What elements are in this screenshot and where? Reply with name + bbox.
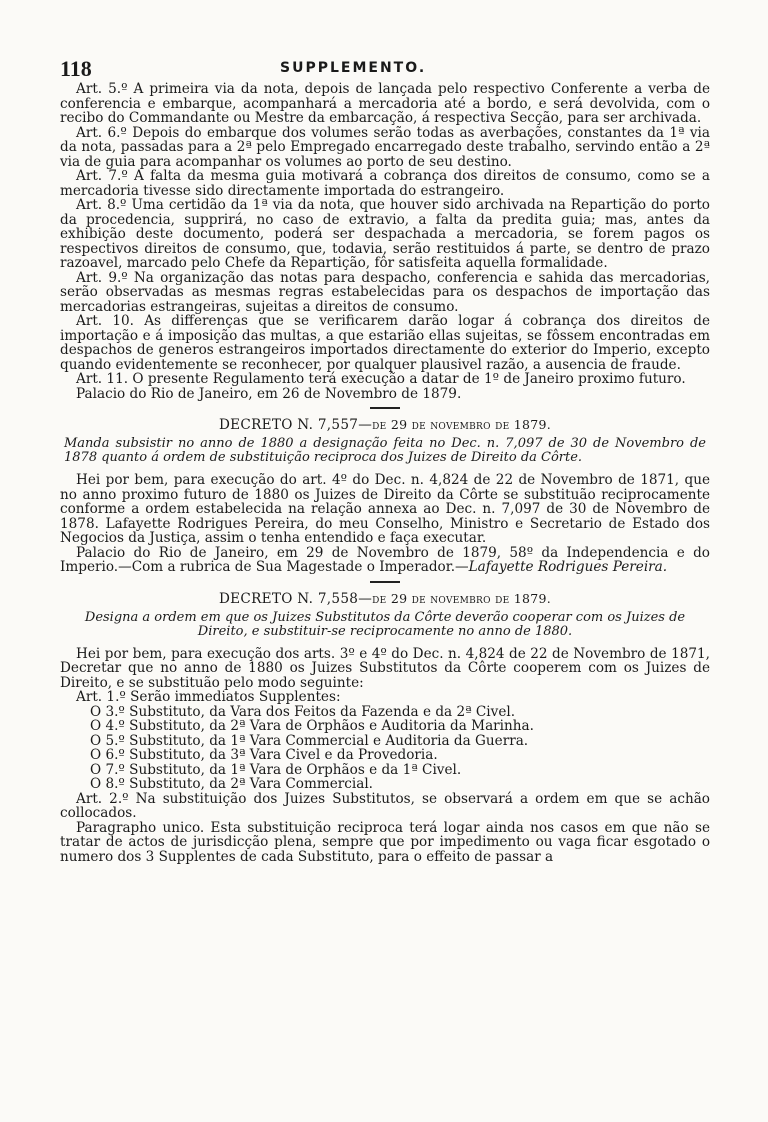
decree-body: Hei por bem, para execução dos arts. 3º e 4º do Dec. n. 4,824 de 22 de Novembro de 1871, Decretar que no anno de 1880 os Juizes Substitutos da Côrte cooperem com os Juizes de Direito, e se substituão pelo modo seguinte: [60,645,710,691]
decree-number: DECRETO N. 7,557— [218,417,373,433]
article-9 [60,271,710,315]
list-item: O 6.º Substituto, da 3ª Vara Civel e da Provedoria. [90,747,438,763]
article-label: Art. 9.º [76,269,128,286]
decree-body: Hei por bem, para execução do art. 4º do Dec. n. 4,824 de 22 de Novembro de 1871, que no anno proximo futuro de 1880 os Juizes de Direito da Côrte se substituão reciprocamente conforme a ordem estabelecida na relação annexa ao Dec. n. 7,097 de 30 de Novembro de 1878. Lafayette Rodrigues Pereira, do meu Conselho, Ministro e Secretario de Estado dos Negocios da Justiça, assim o tenha entendido e faça executar. [60,472,710,546]
article-text: A falta da mesma guia motivará a cobrança dos direitos de consumo, como se a mercadoria tivesse sido directamente importada do estrangeiro. [60,168,710,199]
list-item: O 8.º Substituto, da 2ª Vara Commercial. [90,776,374,792]
section-divider [370,581,400,583]
article-label: Art. 5.º [76,81,128,97]
decree-title-7558 [60,591,710,607]
decree-closing [60,546,710,575]
list-item: O 5.º Substituto, da 1ª Vara Commercial e Auditoria da Guerra. [90,732,529,749]
decree-summary: Designa a ordem em que os Juizes Substitutos da Côrte deverão cooperar com os Juizes de Direito, e substituir-se reciprocamente no anno de 1880. [84,609,686,639]
article-text: Uma certidão da 1ª via da nota, que houver sido archivada na Repartição do porto da procedencia, supprirá, no caso de extravio, a falta da predita guia; mas, antes da exhibição deste documento, poderá ser despachada a mercadoria, se forem pagos os respectivos direitos de consumo, que, todavia, serão restituidos á parte, se dentro de prazo razoavel, marcado pelo Chefe da Repartição, fôr satisfeita aquella formalidade. [60,197,710,271]
section-divider [370,407,400,409]
article-7 [60,169,710,198]
page-header [60,56,710,80]
article-5 [60,82,710,126]
running-title: SUPPLEMENTO. [280,60,427,76]
article-text: As differenças que se verificarem darão logar á cobrança dos direitos de importação e á imposição das multas, a que estarião ellas sujeitas, se fôssem encontradas em despachos de generos estrangeiros importados directamente do exterior do Imperio, excepto quando evidentemente se reconhecer, por qualquer plausivel razão, a ausencia de fraude. [60,313,710,373]
article-label: Art. 6.º [76,124,127,141]
decree-date: de 29 de novembro de 1879. [372,590,552,606]
article-2: Art. 2.º Na substituição dos Juizes Substitutos, se observará a ordem em que se achão collocados. [60,790,710,821]
article-label: Art. 7.º [76,168,128,184]
signature: Lafayette Rodrigues Pereira. [468,559,668,575]
closing-line: Palacio do Rio de Janeiro, em 26 de Novembro de 1879. [76,385,462,402]
article-label: Art. 10. [76,313,134,329]
article-text: O presente Regulamento terá execução a datar de 1º de Janeiro proximo futuro. [132,371,686,387]
decree-date: de 29 de novembro de 1879. [372,417,552,432]
decree-number: DECRETO N. 7,558— [218,590,373,607]
article-6 [60,126,710,170]
paragrapho-unico: Paragrapho unico. Esta substituição reciproca terá logar ainda nos casos em que não se tratar de actos de jurisdicção plena, sempre que por impedimento ou vaga ficar esgotado o numero dos 3 Supplentes de cada Substituto, para o effeito de passar a [60,819,710,865]
decree-summary: Manda subsistir no anno de 1880 a designação feita no Dec. n. 7,097 de 30 de Novembro de 1878 quanto á ordem de substituição reciproca dos Juizes de Direito da Côrte. [64,436,706,465]
article-text: Na organização das notas para despacho, conferencia e sahida das mercadorias, serão observadas as mesmas regras estabelecidas para os despachos de importação das mercadorias estrangeiras, sujeitas a direitos de consumo. [60,269,710,315]
article-label: Art. 8.º [76,197,127,213]
list-item: O 3.º Substituto, da Vara dos Feitos da Fazenda e da 2ª Civel. [90,703,516,720]
article-8 [60,198,710,271]
list-item: O 4.º Substituto, da 2ª Vara de Orphãos e Auditoria da Marinha. [90,718,534,734]
article-text: A primeira via da nota, depois de lançada pelo respectivo Conferente a verba de conferencia e embarque, acompanhará a mercadoria até a bordo, e será devolvida, com o recibo do Commandante ou Mestre da embarcação, á respectiva Secção, para ser archivada. [60,81,710,126]
article-1: Art. 1.º Serão immediatos Supplentes: [76,689,341,705]
decree-title-7557 [60,417,710,433]
article-10 [60,314,710,372]
article-11 [60,372,710,387]
page-number: 118 [60,56,92,81]
list-item: O 7.º Substituto, da 1ª Vara de Orphãos e da 1ª Civel. [90,761,462,778]
article-text: Depois do embarque dos volumes serão todas as averbações, constantes da 1ª via da nota, passadas para a 2ª pelo Empregado encarregado deste trabalho, servindo então a 2ª via de guia para acompanhar os volumes ao porto de seu destino. [60,124,710,170]
document-page [60,56,710,864]
closing-text: Palacio do Rio de Janeiro, em 29 de Novembro de 1879, 58º da Independencia e do Imperio.—Com a rubrica de Sua Magestade o Imperador.— [60,544,710,575]
article-label: Art. 11. [76,371,129,387]
